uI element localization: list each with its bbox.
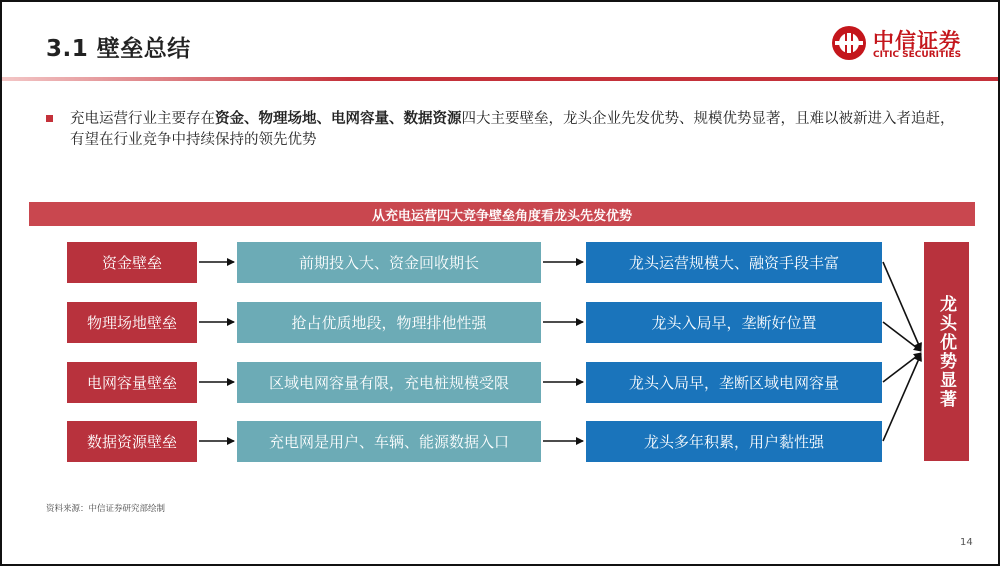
cause-box-funds: 前期投入大、资金回收期长 [237,242,541,283]
result-box-site: 龙头入局早，垄断好位置 [586,302,882,343]
barrier-box-site: 物理场地壁垒 [67,302,197,343]
cause-box-data: 充电网是用户、车辆、能源数据入口 [237,421,541,462]
result-box-grid: 龙头入局早，垄断区域电网容量 [586,362,882,403]
logo-text-cn: 中信证券 [873,29,961,53]
page-number: 14 [960,537,973,548]
barrier-box-data: 数据资源壁垒 [67,421,197,462]
result-box-funds: 龙头运营规模大、融资手段丰富 [586,242,882,283]
cause-box-grid: 区域电网容量有限，充电桩规模受限 [237,362,541,403]
bullet-text-part: 四大主要壁垒，龙头企业先发优势、规模优势显著，且难以被新进入者追赶，有望在行业竞争中持续保持的领先优势 [70,111,955,148]
page-title: 3.1 壁垒总结 [46,36,191,62]
diagram-banner: 从充电运营四大竞争壁垒角度看龙头先发优势 [29,202,975,226]
barrier-box-funds: 资金壁垒 [67,242,197,283]
source-note: 资料来源：中信证券研究部绘制 [46,504,166,514]
bullet-text-part: 充电运营行业主要存在 [70,111,215,127]
cause-box-site: 抢占优质地段，物理排他性强 [237,302,541,343]
logo-text-en: CITIC SECURITIES [873,50,962,60]
arrow-layer [2,2,998,564]
bullet-text-bold-part: 资金、物理场地、电网容量、数据资源 [215,111,462,127]
conclusion-text: 龙头优势显著 [936,294,956,409]
result-box-data: 龙头多年积累，用户黏性强 [586,421,882,462]
barrier-box-grid: 电网容量壁垒 [67,362,197,403]
